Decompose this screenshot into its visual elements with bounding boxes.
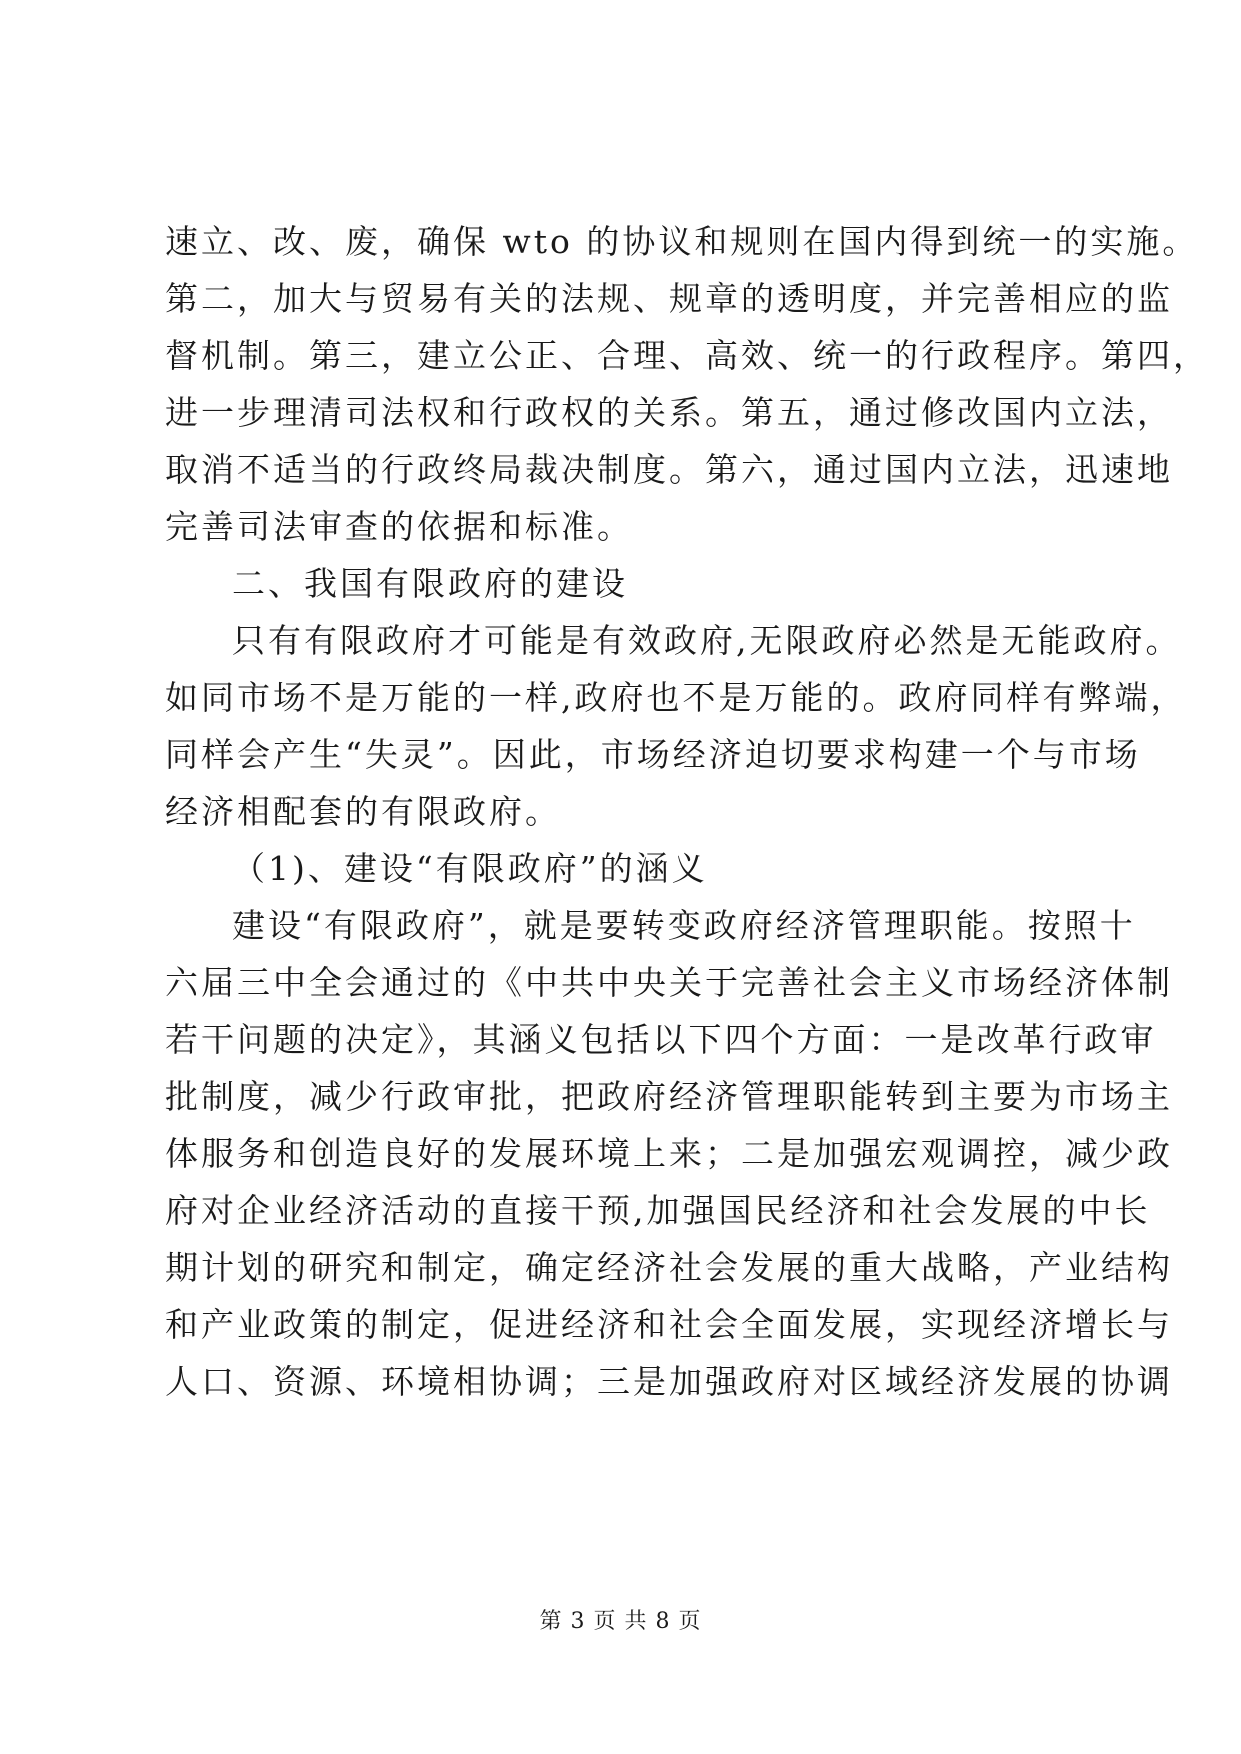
body-line: 建设“有限政府”，就是要转变政府经济管理职能。按照十 xyxy=(232,906,1136,945)
body-line: 只有有限政府才可能是有效政府,无限政府必然是无能政府。 xyxy=(232,621,1182,660)
subsection-heading: （1)、建设“有限政府”的涵义 xyxy=(232,849,708,888)
body-line: 取消不适当的行政终局裁决制度。第六，通过国内立法，迅速地 xyxy=(165,450,1173,489)
body-line: 完善司法审查的依据和标准。 xyxy=(165,507,633,546)
body-line: 第二，加大与贸易有关的法规、规章的透明度，并完善相应的监 xyxy=(165,279,1173,318)
body-line: 体服务和创造良好的发展环境上来；二是加强宏观调控，减少政 xyxy=(165,1134,1173,1173)
body-line: 如同市场不是万能的一样,政府也不是万能的。政府同样有弊端， xyxy=(165,678,1187,717)
body-line: 速立、改、废，确保 wto 的协议和规则在国内得到统一的实施。 xyxy=(165,222,1199,261)
body-line: 和产业政策的制定，促进经济和社会全面发展，实现经济增长与 xyxy=(165,1305,1173,1344)
body-line: 府对企业经济活动的直接干预,加强国民经济和社会发展的中长 xyxy=(165,1191,1151,1230)
body-line: 督机制。第三，建立公正、合理、高效、统一的行政程序。第四， xyxy=(165,336,1209,375)
body-line: 同样会产生“失灵”。因此，市场经济迫切要求构建一个与市场 xyxy=(165,735,1141,774)
body-line: 若干问题的决定》，其涵义包括以下四个方面：一是改革行政审 xyxy=(165,1020,1157,1059)
section-heading: 二、我国有限政府的建设 xyxy=(232,564,628,603)
body-line: 进一步理清司法权和行政权的关系。第五，通过修改国内立法， xyxy=(165,393,1173,432)
body-line: 经济相配套的有限政府。 xyxy=(165,792,561,831)
body-line: 六届三中全会通过的《中共中央关于完善社会主义市场经济体制 xyxy=(165,963,1173,1002)
page-number-footer: 第 3 页 共 8 页 xyxy=(539,1609,702,1634)
body-line: 批制度，减少行政审批，把政府经济管理职能转到主要为市场主 xyxy=(165,1077,1173,1116)
body-line: 人口、资源、环境相协调；三是加强政府对区域经济发展的协调 xyxy=(165,1362,1173,1401)
body-line: 期计划的研究和制定，确定经济社会发展的重大战略，产业结构 xyxy=(165,1248,1173,1287)
